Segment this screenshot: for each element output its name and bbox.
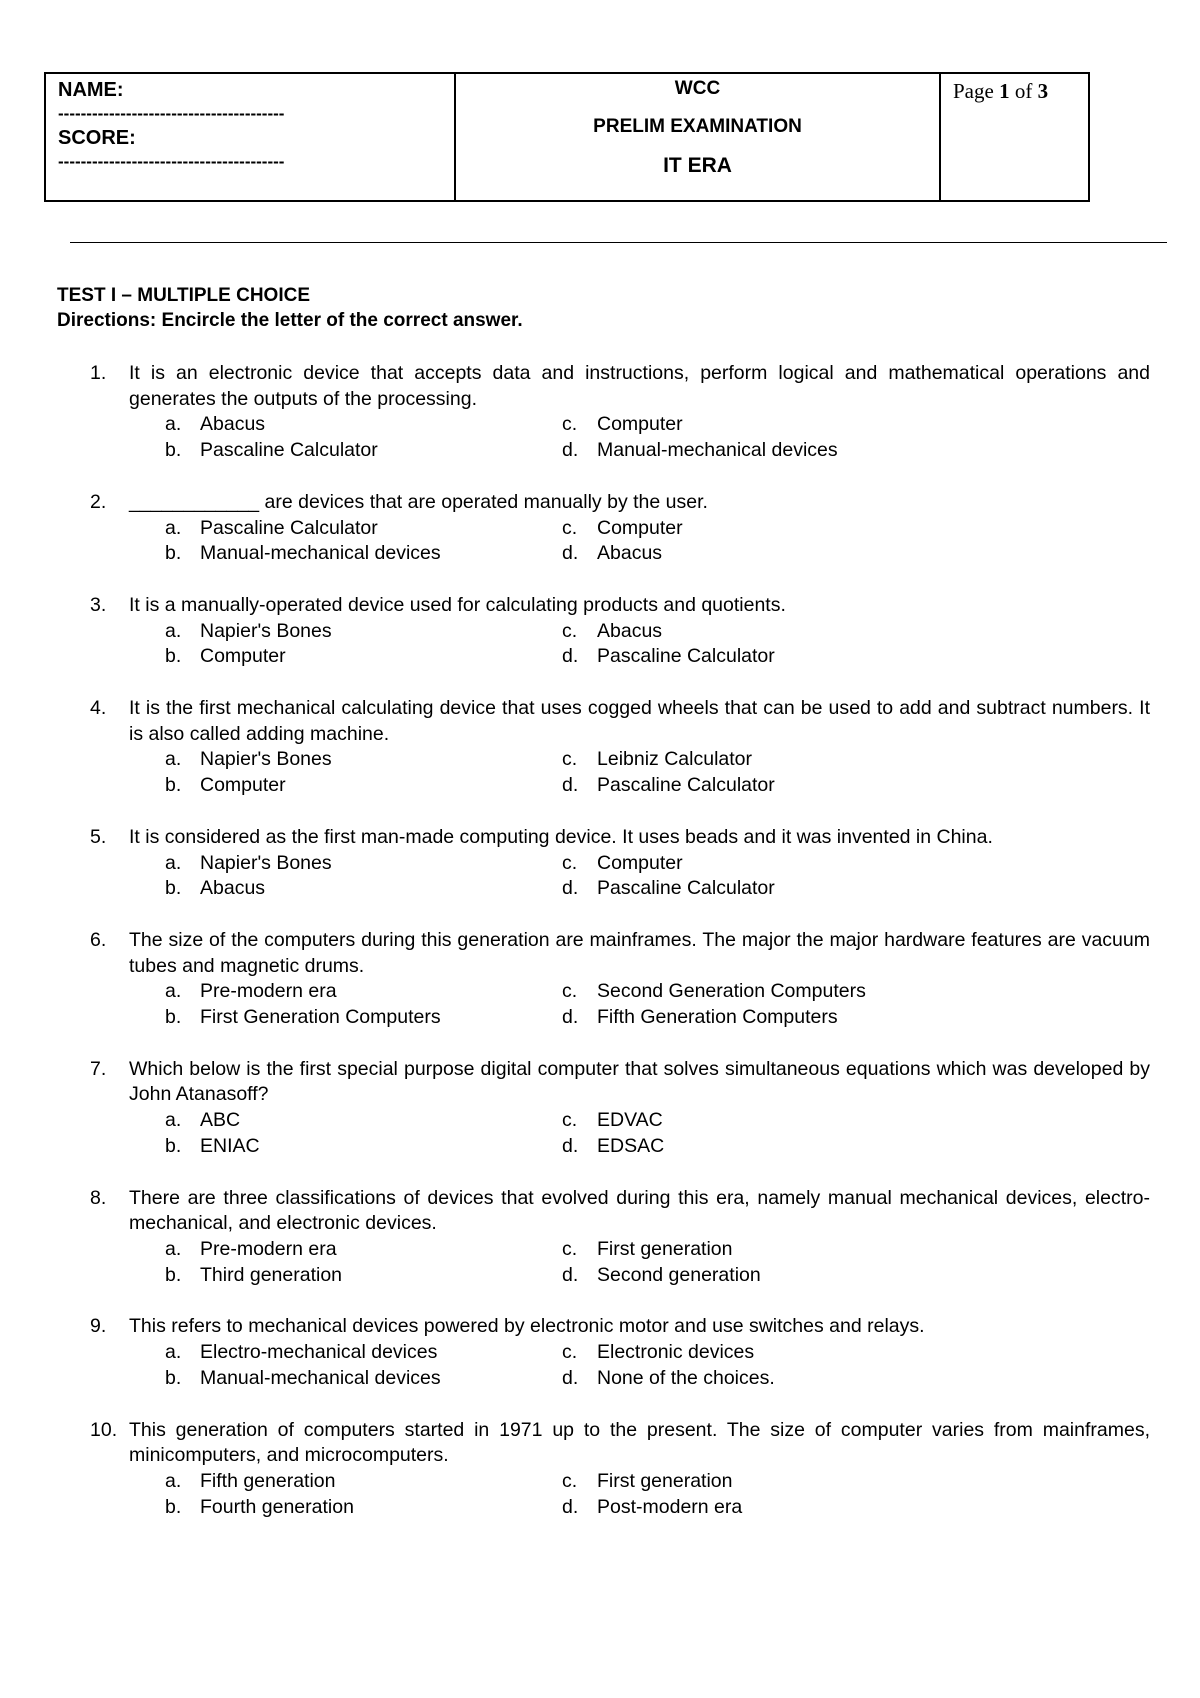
choice-letter: d. bbox=[562, 542, 579, 565]
question-text: It is an electronic device that accepts data and instructions, perform logical and mathematical operations and generates the outputs of the processing. bbox=[129, 362, 1150, 410]
question-text: It is considered as the first man-made computing device. It uses beads and it was invented in China. bbox=[129, 825, 993, 848]
choice-text: Pascaline Calculator bbox=[597, 877, 775, 900]
choice-text: Abacus bbox=[200, 877, 266, 900]
student-info-cell bbox=[45, 73, 455, 201]
choice-letter: b. bbox=[165, 877, 182, 900]
choice-text: Fifth Generation Computers bbox=[597, 1006, 838, 1029]
choice-grid bbox=[165, 747, 1153, 798]
question-text: This refers to mechanical devices powered by electronic motor and use switches and relays. bbox=[129, 1315, 925, 1338]
choice-letter: b. bbox=[165, 1006, 182, 1029]
question-number: 10. bbox=[90, 1418, 118, 1441]
question-row bbox=[90, 1057, 1153, 1108]
choice-letter: b. bbox=[165, 1366, 182, 1389]
choice-text: Pascaline Calculator bbox=[597, 774, 775, 797]
choice-text: Second generation bbox=[597, 1263, 761, 1286]
answer-choice[interactable] bbox=[562, 541, 982, 567]
question-number: 8. bbox=[90, 1186, 107, 1209]
question-text: ____________ are devices that are operated manually by the user. bbox=[129, 490, 708, 513]
choice-text: Pascaline Calculator bbox=[200, 439, 378, 462]
choice-letter: c. bbox=[562, 1469, 578, 1492]
answer-choice[interactable] bbox=[562, 1108, 982, 1134]
answer-choice[interactable] bbox=[562, 851, 982, 877]
question-number: 4. bbox=[90, 697, 107, 720]
question-item bbox=[90, 696, 1153, 799]
choice-text: Leibniz Calculator bbox=[597, 748, 753, 771]
subject-name: IT ERA bbox=[663, 154, 732, 177]
choice-text: Napier's Bones bbox=[200, 748, 332, 771]
choice-letter: c. bbox=[562, 516, 578, 539]
question-number: 2. bbox=[90, 490, 107, 513]
question-text: Which below is the first special purpose digital computer that solves simultaneous equations which was developed by John Atanasoff? bbox=[129, 1057, 1150, 1106]
answer-choice[interactable] bbox=[165, 644, 562, 670]
choice-text: Abacus bbox=[200, 413, 266, 436]
choice-letter: c. bbox=[562, 1109, 578, 1132]
choice-text: Manual-mechanical devices bbox=[200, 1366, 441, 1389]
question-text: There are three classifications of devices that evolved during this era, namely manual mechanical devices, electro-mechanical, and electronic devices. bbox=[129, 1186, 1150, 1235]
answer-choice[interactable] bbox=[165, 1134, 562, 1160]
choice-letter: a. bbox=[165, 1237, 182, 1260]
question-text: The size of the computers during this generation are mainframes. The major the major hardware features are vacuum tubes and magnetic drums. bbox=[129, 928, 1150, 977]
answer-choice[interactable] bbox=[165, 1005, 562, 1031]
choice-grid bbox=[165, 516, 1153, 567]
question-text: This generation of computers started in 1971 up to the present. The size of computer varies from mainframes, minicomputers, and microcomputers. bbox=[129, 1418, 1150, 1467]
answer-choice[interactable] bbox=[165, 1340, 562, 1366]
question-row bbox=[90, 1418, 1153, 1469]
choice-text: First generation bbox=[597, 1237, 733, 1260]
choice-grid bbox=[165, 851, 1153, 902]
answer-choice[interactable] bbox=[165, 619, 562, 645]
question-row bbox=[90, 825, 1153, 851]
choice-text: Computer bbox=[597, 413, 683, 436]
question-row bbox=[90, 490, 1153, 516]
choice-text: Pascaline Calculator bbox=[200, 516, 378, 539]
choice-letter: c. bbox=[562, 619, 578, 642]
choice-letter: a. bbox=[165, 851, 182, 874]
question-number: 1. bbox=[90, 362, 107, 384]
question-text: It is the first mechanical calculating device that uses cogged wheels that can be used to add and subtract numbers. It is also called adding machine. bbox=[129, 697, 1150, 745]
question-list bbox=[90, 361, 1153, 1546]
question-item bbox=[90, 1057, 1153, 1160]
question-row bbox=[90, 1314, 1153, 1340]
choice-letter: a. bbox=[165, 1109, 182, 1132]
choice-letter: b. bbox=[165, 645, 182, 668]
choice-text: Napier's Bones bbox=[200, 619, 332, 642]
choice-letter: a. bbox=[165, 980, 182, 1003]
choice-grid bbox=[165, 1340, 1153, 1391]
choice-text: Computer bbox=[597, 516, 683, 539]
answer-choice[interactable] bbox=[562, 1495, 982, 1521]
choice-letter: a. bbox=[165, 748, 182, 771]
choice-text: Manual-mechanical devices bbox=[200, 542, 441, 565]
answer-choice[interactable] bbox=[562, 979, 982, 1005]
choice-letter: d. bbox=[562, 877, 579, 900]
page-number bbox=[941, 74, 1088, 104]
choice-letter: d. bbox=[562, 1134, 579, 1157]
answer-choice[interactable] bbox=[562, 1134, 982, 1160]
question-item bbox=[90, 1186, 1153, 1289]
choice-letter: c. bbox=[562, 413, 578, 436]
choice-text: Fourth generation bbox=[200, 1495, 354, 1518]
choice-letter: b. bbox=[165, 542, 182, 565]
answer-choice[interactable] bbox=[165, 412, 562, 438]
choice-letter: c. bbox=[562, 1341, 578, 1364]
choice-text: Computer bbox=[597, 851, 683, 874]
choice-grid bbox=[165, 1108, 1153, 1159]
question-number: 9. bbox=[90, 1315, 107, 1338]
question-row bbox=[90, 928, 1153, 979]
choice-letter: d. bbox=[562, 1006, 579, 1029]
answer-choice[interactable] bbox=[562, 1237, 982, 1263]
choice-text: Pre-modern era bbox=[200, 1237, 337, 1260]
answer-choice[interactable] bbox=[562, 412, 982, 438]
choice-letter: a. bbox=[165, 1469, 182, 1492]
choice-letter: a. bbox=[165, 516, 182, 539]
page-number-cell bbox=[940, 73, 1089, 201]
name-label: NAME: bbox=[58, 79, 124, 101]
choice-letter: b. bbox=[165, 1263, 182, 1286]
choice-letter: b. bbox=[165, 439, 182, 462]
question-item bbox=[90, 825, 1153, 902]
choice-text: Second Generation Computers bbox=[597, 980, 866, 1003]
page-total: 3 bbox=[1037, 79, 1049, 103]
answer-choice[interactable] bbox=[562, 1005, 982, 1031]
choice-letter: c. bbox=[562, 980, 578, 1003]
question-number: 7. bbox=[90, 1057, 107, 1080]
choice-text: Pre-modern era bbox=[200, 980, 337, 1003]
answer-choice[interactable] bbox=[562, 516, 982, 542]
test-directions: Directions: Encircle the letter of the correct answer. bbox=[57, 310, 523, 331]
choice-text: Third generation bbox=[200, 1263, 343, 1286]
choice-letter: c. bbox=[562, 1237, 578, 1260]
choice-text: Fifth generation bbox=[200, 1469, 336, 1492]
choice-letter: d. bbox=[562, 1263, 579, 1286]
question-item bbox=[90, 490, 1153, 567]
answer-choice[interactable] bbox=[165, 438, 562, 464]
choice-letter: d. bbox=[562, 774, 579, 797]
answer-choice[interactable] bbox=[165, 1495, 562, 1521]
page-current: 1 bbox=[999, 79, 1010, 103]
choice-text: Computer bbox=[200, 645, 286, 668]
exam-name: PRELIM EXAMINATION bbox=[593, 116, 802, 137]
answer-choice[interactable] bbox=[562, 1469, 982, 1495]
choice-text: First Generation Computers bbox=[200, 1006, 441, 1029]
choice-letter: b. bbox=[165, 1134, 182, 1157]
choice-grid bbox=[165, 979, 1153, 1030]
answer-choice[interactable] bbox=[165, 1263, 562, 1289]
question-row bbox=[90, 696, 1153, 747]
answer-choice[interactable] bbox=[165, 876, 562, 902]
choice-letter: d. bbox=[562, 645, 579, 668]
question-number: 5. bbox=[90, 825, 107, 848]
answer-choice[interactable] bbox=[562, 773, 982, 799]
question-item bbox=[90, 928, 1153, 1031]
page-word: Page bbox=[953, 79, 994, 103]
choice-letter: a. bbox=[165, 413, 182, 436]
choice-letter: c. bbox=[562, 851, 578, 874]
choice-text: Manual-mechanical devices bbox=[597, 439, 838, 462]
choice-text: ENIAC bbox=[200, 1134, 260, 1157]
school-name: WCC bbox=[674, 78, 721, 99]
question-number: 6. bbox=[90, 928, 107, 951]
choice-text: EDSAC bbox=[597, 1134, 665, 1157]
answer-choice[interactable] bbox=[562, 747, 982, 773]
question-item bbox=[90, 361, 1153, 464]
answer-choice[interactable] bbox=[562, 619, 982, 645]
question-text: It is a manually-operated device used for calculating products and quotients. bbox=[129, 593, 786, 616]
answer-choice[interactable] bbox=[165, 773, 562, 799]
question-item bbox=[90, 593, 1153, 670]
question-row bbox=[90, 361, 1153, 412]
choice-text: Pascaline Calculator bbox=[597, 645, 775, 668]
choice-text: Electronic devices bbox=[597, 1341, 755, 1364]
answer-choice[interactable] bbox=[165, 541, 562, 567]
answer-choice[interactable] bbox=[165, 979, 562, 1005]
answer-choice[interactable] bbox=[165, 851, 562, 877]
choice-letter: b. bbox=[165, 1495, 182, 1518]
answer-choice[interactable] bbox=[562, 644, 982, 670]
choice-text: Electro-mechanical devices bbox=[200, 1341, 438, 1364]
choice-letter: a. bbox=[165, 619, 182, 642]
choice-letter: d. bbox=[562, 439, 579, 462]
choice-text: Napier's Bones bbox=[200, 851, 332, 874]
exam-header-table bbox=[44, 72, 1090, 202]
page-of-word: of bbox=[1014, 79, 1033, 103]
answer-choice[interactable] bbox=[562, 1366, 982, 1392]
choice-text: Computer bbox=[200, 774, 286, 797]
choice-text: ABC bbox=[200, 1109, 241, 1132]
answer-choice[interactable] bbox=[165, 1469, 562, 1495]
choice-letter: d. bbox=[562, 1366, 579, 1389]
choice-grid bbox=[165, 619, 1153, 670]
question-row bbox=[90, 593, 1153, 619]
choice-text: EDVAC bbox=[597, 1109, 663, 1132]
choice-text: First generation bbox=[597, 1469, 733, 1492]
choice-text: Abacus bbox=[597, 619, 663, 642]
choice-letter: a. bbox=[165, 1341, 182, 1364]
choice-grid bbox=[165, 412, 1153, 463]
answer-choice[interactable] bbox=[165, 1237, 562, 1263]
choice-letter: b. bbox=[165, 774, 182, 797]
exam-title-cell bbox=[455, 73, 940, 201]
choice-text: Abacus bbox=[597, 542, 663, 565]
question-row bbox=[90, 1186, 1153, 1237]
answer-choice[interactable] bbox=[562, 1263, 982, 1289]
choice-letter: d. bbox=[562, 1495, 579, 1518]
choice-grid bbox=[165, 1237, 1153, 1288]
choice-grid bbox=[165, 1469, 1153, 1520]
answer-choice[interactable] bbox=[165, 516, 562, 542]
answer-choice[interactable] bbox=[562, 438, 982, 464]
answer-choice[interactable] bbox=[562, 876, 982, 902]
answer-choice[interactable] bbox=[165, 1366, 562, 1392]
question-item bbox=[90, 1314, 1153, 1391]
choice-text: None of the choices. bbox=[597, 1366, 775, 1389]
test-title: TEST I – MULTIPLE CHOICE bbox=[57, 285, 310, 306]
answer-choice[interactable] bbox=[165, 747, 562, 773]
score-line: ---------------------------------------- bbox=[58, 152, 285, 171]
horizontal-divider bbox=[70, 242, 1167, 243]
name-line: ---------------------------------------- bbox=[58, 104, 285, 123]
choice-text: Post-modern era bbox=[597, 1495, 743, 1518]
choice-letter: c. bbox=[562, 748, 578, 771]
answer-choice[interactable] bbox=[562, 1340, 982, 1366]
answer-choice[interactable] bbox=[165, 1108, 562, 1134]
score-label: SCORE: bbox=[58, 127, 136, 149]
question-number: 3. bbox=[90, 593, 107, 616]
question-item bbox=[90, 1418, 1153, 1521]
